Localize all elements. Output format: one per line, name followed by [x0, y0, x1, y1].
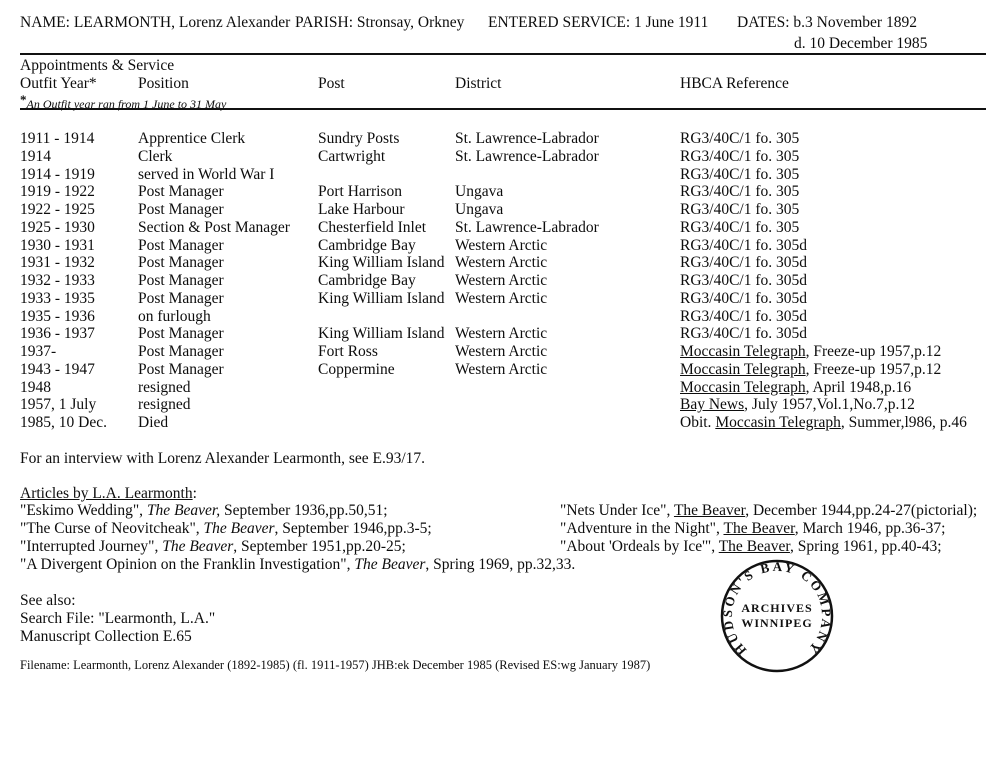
- text-segment: , September 1951,pp.20-25;: [233, 537, 406, 555]
- table-cell-reference: [680, 290, 976, 308]
- table-cell: Fort Ross: [318, 343, 378, 360]
- text-segment: Moccasin Telegraph: [680, 360, 806, 378]
- table-cell-reference: [680, 414, 976, 432]
- text-segment: RG3/40C/1 fo. 305d: [680, 289, 808, 307]
- table-cell: Post Manager: [138, 236, 224, 254]
- table-cell: Western Arctic: [455, 236, 548, 254]
- see-also-item-search-file: Search File: "Learmonth, L.A.": [20, 610, 216, 627]
- table-row: [20, 219, 986, 237]
- text-segment: , March 1946, pp.36-37;: [794, 519, 946, 537]
- table-row: [20, 183, 986, 201]
- table-cell: Ungava: [455, 183, 504, 201]
- text-segment: The Beaver: [718, 537, 790, 555]
- table-cell: Died: [138, 414, 169, 431]
- table-cell: Coppermine: [318, 360, 395, 378]
- article-citation: [560, 502, 977, 520]
- table-cell: on furlough: [138, 307, 211, 325]
- articles-heading-text: Articles by L.A. Learmonth: [20, 485, 193, 502]
- table-cell: 1936 - 1937: [20, 325, 95, 343]
- table-cell: Post Manager: [138, 201, 224, 218]
- text-segment: Bay News: [680, 396, 745, 414]
- table-cell: 1948: [20, 378, 51, 396]
- table-cell-reference: [680, 325, 976, 343]
- table-cell: Section & Post Manager: [138, 218, 290, 236]
- article-citation: [20, 556, 575, 574]
- text-segment: September 1936,pp.50,51;: [220, 502, 388, 519]
- table-cell-reference: [680, 379, 976, 397]
- table-cell: resigned: [138, 396, 191, 414]
- table-cell: Cambridge Bay: [318, 272, 416, 289]
- stamp-center-line2: WINNIPEG: [741, 616, 813, 630]
- table-cell: 1914: [20, 147, 51, 165]
- text-segment: Moccasin Telegraph: [680, 343, 806, 360]
- text-segment: "Adventure in the Night",: [560, 519, 724, 537]
- table-cell: 1925 - 1930: [20, 218, 95, 236]
- hbc-archives-stamp: [702, 541, 852, 691]
- article-citation: [20, 502, 575, 520]
- interview-note: For an interview with Lorenz Alexander Learmonth, see E.93/17.: [20, 450, 426, 467]
- text-segment: , Freeze-up 1957,p.12: [805, 343, 942, 360]
- text-segment: The Beaver: [162, 537, 234, 555]
- table-row: [20, 308, 986, 326]
- text-segment: RG3/40C/1 fo. 305: [680, 218, 800, 236]
- articles-heading: [20, 485, 197, 502]
- see-also-label: See also:: [20, 592, 76, 609]
- table-row: [20, 290, 986, 308]
- text-segment: RG3/40C/1 fo. 305d: [680, 236, 808, 254]
- table-row: [20, 130, 986, 148]
- table-cell-reference: [680, 183, 976, 201]
- record-dates-death: d. 10 December 1985: [794, 35, 928, 52]
- stamp-ring-text: HUDSON'S BAY COMPANY: [719, 558, 835, 659]
- table-cell: Western Arctic: [455, 343, 548, 360]
- text-segment: RG3/40C/1 fo. 305: [680, 147, 800, 165]
- table-cell: 1930 - 1931: [20, 236, 95, 254]
- table-cell-reference: [680, 166, 976, 184]
- appointments-table: [20, 130, 986, 432]
- table-row: [20, 166, 986, 184]
- text-segment: RG3/40C/1 fo. 305d: [680, 325, 808, 343]
- table-cell-reference: [680, 130, 976, 148]
- table-row: [20, 343, 986, 361]
- table-cell: served in World War I: [138, 165, 275, 183]
- table-cell: 1935 - 1936: [20, 307, 95, 325]
- table-cell: Western Arctic: [455, 289, 548, 307]
- table-row: [20, 361, 986, 379]
- text-segment: Obit.: [680, 414, 716, 431]
- table-cell: 1931 - 1932: [20, 254, 95, 272]
- col-header-district: District: [455, 75, 502, 92]
- table-cell: Post Manager: [138, 254, 224, 272]
- table-cell: resigned: [138, 378, 191, 396]
- table-cell: Clerk: [138, 147, 173, 165]
- table-cell: 1919 - 1922: [20, 183, 95, 201]
- table-row: [20, 201, 986, 219]
- article-citation: [20, 538, 575, 556]
- table-row: [20, 254, 986, 272]
- table-row: [20, 237, 986, 255]
- filename-line: Filename: Learmonth, Lorenz Alexander (1892-1985) (fl. 1911-1957) JHB:ek December 1985 (Revised ES:wg January 1987): [20, 658, 651, 672]
- table-cell-reference: [680, 201, 976, 219]
- table-cell: 1932 - 1933: [20, 272, 95, 289]
- table-cell: Western Arctic: [455, 325, 548, 343]
- table-cell: Apprentice Clerk: [138, 130, 246, 147]
- table-cell: Port Harrison: [318, 183, 402, 201]
- table-cell: King William Island: [318, 254, 445, 272]
- divider-top: [20, 53, 986, 55]
- record-parish: PARISH: Stronsay, Orkney: [295, 14, 465, 31]
- text-segment: RG3/40C/1 fo. 305: [680, 183, 800, 201]
- text-segment: , Spring 1961, pp.40-43;: [789, 537, 942, 555]
- table-cell: 1985, 10 Dec.: [20, 414, 107, 431]
- col-header-post: Post: [318, 75, 345, 92]
- table-cell-reference: [680, 308, 976, 326]
- articles-list-left: [20, 502, 575, 574]
- see-also-item-manuscript-collection: Manuscript Collection E.65: [20, 628, 192, 645]
- table-cell: Ungava: [455, 201, 504, 218]
- text-segment: "About 'Ordeals by Ice'",: [560, 537, 719, 555]
- table-cell: Cartwright: [318, 147, 386, 165]
- text-segment: , April 1948,p.16: [805, 378, 912, 396]
- table-cell: Post Manager: [138, 360, 224, 378]
- table-cell: Western Arctic: [455, 254, 548, 272]
- text-segment: Moccasin Telegraph: [680, 378, 806, 396]
- text-segment: RG3/40C/1 fo. 305: [680, 201, 800, 218]
- col-header-position: Position: [138, 75, 189, 92]
- articles-heading-colon: :: [192, 485, 197, 502]
- table-cell: 1957, 1 July: [20, 396, 97, 414]
- table-cell: King William Island: [318, 289, 445, 307]
- table-cell-reference: [680, 343, 976, 361]
- text-segment: "A Divergent Opinion on the Franklin Investigation",: [20, 555, 355, 573]
- table-row: [20, 148, 986, 166]
- table-cell-reference: [680, 237, 976, 255]
- col-header-hbca-reference: HBCA Reference: [680, 75, 789, 92]
- text-segment: RG3/40C/1 fo. 305: [680, 130, 800, 147]
- footnote-text: An Outfit year ran from 1 June to 31 May: [26, 97, 227, 111]
- table-cell-reference: [680, 254, 976, 272]
- table-row: [20, 414, 986, 432]
- table-cell: Western Arctic: [455, 272, 548, 289]
- table-cell-reference: [680, 272, 976, 290]
- text-segment: RG3/40C/1 fo. 305d: [680, 307, 808, 325]
- text-segment: The Beaver,: [146, 502, 221, 519]
- table-cell: 1937-: [20, 343, 57, 360]
- text-segment: The Beaver: [673, 502, 746, 519]
- text-segment: Moccasin Telegraph: [715, 414, 841, 431]
- table-cell: Chesterfield Inlet: [318, 218, 427, 236]
- table-cell: Post Manager: [138, 343, 224, 360]
- table-cell-reference: [680, 396, 976, 414]
- table-cell-reference: [680, 219, 976, 237]
- table-cell-reference: [680, 361, 976, 379]
- article-citation: [560, 520, 977, 538]
- table-cell: Western Arctic: [455, 360, 548, 378]
- text-segment: , September 1946,pp.3-5;: [274, 519, 432, 537]
- table-cell: Lake Harbour: [318, 201, 405, 218]
- table-row: [20, 396, 986, 414]
- text-segment: "Eskimo Wedding",: [20, 502, 147, 519]
- section-title: Appointments & Service: [20, 57, 175, 74]
- table-cell: 1914 - 1919: [20, 165, 95, 183]
- article-citation: [20, 520, 575, 538]
- record-entered-service: ENTERED SERVICE: 1 June 1911: [488, 14, 709, 31]
- divider-header: [20, 108, 986, 110]
- text-segment: The Beaver: [354, 555, 426, 573]
- table-cell: Post Manager: [138, 183, 224, 201]
- table-cell: 1911 - 1914: [20, 130, 95, 147]
- table-cell: Sundry Posts: [318, 130, 400, 147]
- text-segment: , Spring 1969, pp.32,33.: [425, 555, 576, 573]
- record-dates-birth: DATES: b.3 November 1892: [737, 14, 917, 31]
- text-segment: The Beaver: [723, 519, 795, 537]
- table-cell: St. Lawrence-Labrador: [455, 218, 599, 236]
- col-header-outfit-year: Outfit Year*: [20, 75, 97, 92]
- table-cell: Cambridge Bay: [318, 236, 416, 254]
- table-cell: 1943 - 1947: [20, 360, 95, 378]
- table-row: [20, 379, 986, 397]
- text-segment: "Interrupted Journey",: [20, 537, 163, 555]
- text-segment: The Beaver: [203, 519, 275, 537]
- footnote-asterisk: *: [20, 92, 27, 107]
- table-cell: St. Lawrence-Labrador: [455, 130, 599, 147]
- record-name: NAME: LEARMONTH, Lorenz Alexander: [20, 14, 291, 31]
- table-cell: Post Manager: [138, 289, 224, 307]
- table-cell: Post Manager: [138, 325, 224, 343]
- text-segment: , December 1944,pp.24-27(pictorial);: [745, 502, 978, 519]
- text-segment: , Freeze-up 1957,p.12: [805, 360, 942, 378]
- table-row: [20, 325, 986, 343]
- text-segment: "The Curse of Neovitcheak",: [20, 519, 204, 537]
- table-cell-reference: [680, 148, 976, 166]
- table-row: [20, 272, 986, 290]
- text-segment: RG3/40C/1 fo. 305d: [680, 272, 808, 289]
- text-segment: "Nets Under Ice",: [560, 502, 674, 519]
- stamp-center-line1: ARCHIVES: [741, 601, 813, 615]
- table-cell: St. Lawrence-Labrador: [455, 147, 599, 165]
- text-segment: , Summer,l986, p.46: [840, 414, 967, 431]
- text-segment: RG3/40C/1 fo. 305: [680, 165, 800, 183]
- table-cell: 1922 - 1925: [20, 201, 95, 218]
- table-cell: Post Manager: [138, 272, 224, 289]
- table-cell: 1933 - 1935: [20, 289, 95, 307]
- table-cell: King William Island: [318, 325, 445, 343]
- text-segment: , July 1957,Vol.1,No.7,p.12: [744, 396, 915, 414]
- text-segment: RG3/40C/1 fo. 305d: [680, 254, 808, 272]
